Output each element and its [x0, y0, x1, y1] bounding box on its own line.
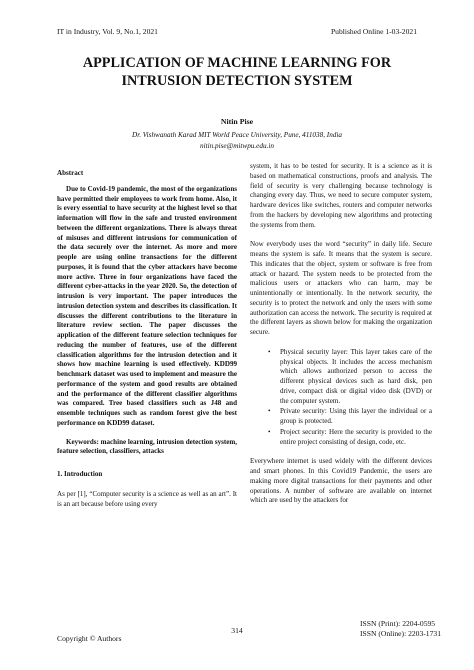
issn-block	[360, 619, 441, 639]
author-affiliation	[0, 130, 474, 152]
page-number: 314	[231, 626, 243, 635]
affiliation-text: Dr. Vishwanath Karad MIT World Peace University, Pune, 411038, India	[132, 131, 342, 139]
abstract-heading: Abstract	[57, 169, 84, 177]
paper-title	[0, 54, 474, 90]
list-item: • Project security: Here the security is provided to the entire project consisting of design, code, etc.	[268, 427, 432, 446]
issn-online: ISSN (Online): 2203-1731	[360, 629, 441, 638]
security-layers-list	[250, 348, 432, 448]
abstract-text: Due to Covid-19 pandemic, the most of the organizations have permitted their employees to work from home. Also, it is every essential to have security at the highest level so that information will flow in the safe and trusted environment between the different organizations. There is always threat of misuses and different intrusions for communication of the data securely over the internet. As more and more people are using online transactions for the different purposes, it is found that the cyber attackers have become more active. Three in four organizations have faced the different cyber-attacks in the year 2020. So, the detection of intrusion is very important. The paper introduces the intrusion detection system and describes its classification. It discusses the different contributions to the literature in literature review section. The paper discusses the application of the different feature selection techniques for reducing the number of features, use of the different classification algorithms for the intrusion detection and it shows how machine learning is used effectively. KDD99 benchmark dataset was used to implement and measure the performance of the system and good results are obtained and the performance of the different classifier algorithms was compared. Tree based classifiers such as J48 and ensemble techniques such as random forest give the best performance on KDD99 dataset.	[57, 184, 237, 427]
list-item: • Physical security layer: This layer takes care of the physical objects. It includes the access mechanism which allows authorized person to access the different physical devices such as hard disk, pen drive, compact disk or digital video disk (DVD) or the computer system.	[268, 347, 432, 405]
paragraph-internet-usage: Everywhere internet is used widely with the different devices and smart phones. In this Covid19 Pandemic, the users are making more digital transactions for their payments and other operations. A number of software are available on internet which are used by the attackers for	[250, 457, 432, 505]
paragraph-security-meaning: Now everybody uses the word “security” in daily life. Secure means the system is safe. It means that the system is secure. This indicates that the object, system or software is free from attack or hazard. The system needs to be protected from the malicious users or attackers who can harm, may be unintentionally or intentionally. In the network security, the security is to protect the network and only the users with some authorization can access the network. The security is required at the different layers as shown below for making the organization secure.	[250, 240, 432, 336]
copyright-notice: Copyright © Authors	[57, 634, 122, 643]
left-column	[57, 169, 237, 509]
published-date: Published Online 1-03-2021	[330, 27, 417, 36]
keywords: Keywords: machine learning, intrusion detection system, feature selection, classifiers, attacks	[57, 437, 237, 456]
issn-print: ISSN (Print): 2204-0595	[360, 619, 436, 628]
right-column	[250, 162, 432, 506]
bullet-icon: •	[268, 407, 271, 416]
bullet-icon: •	[268, 347, 271, 356]
paragraph-security-science: system, it has to be tested for security. It is a science as it is based on mathematical constructions, proofs and analysis. The field of security is very challenging because technology is changing every day. Thus, we need to secure computer system, hardware devices like switches, routers and computer networks from the hackers by developing new algorithms and protecting the systems from them.	[250, 162, 432, 229]
introduction-text: As per [1], “Computer security is a science as well as an art”. It is an art because before using every	[57, 489, 237, 508]
bullet-icon: •	[268, 427, 271, 436]
title-line-2: INTRUSION DETECTION SYSTEM	[121, 73, 353, 89]
author-name: Nitin Pise	[220, 117, 254, 126]
author-email: nitin.pise@mitwpu.edu.in	[200, 142, 274, 150]
journal-header: IT in Industry, Vol. 9, No.1, 2021	[57, 27, 158, 36]
title-line-1: APPLICATION OF MACHINE LEARNING FOR	[82, 55, 392, 71]
list-item: • Private security: Using this layer the individual or a group is protected.	[268, 407, 432, 425]
introduction-heading: 1. Introduction	[57, 470, 103, 478]
